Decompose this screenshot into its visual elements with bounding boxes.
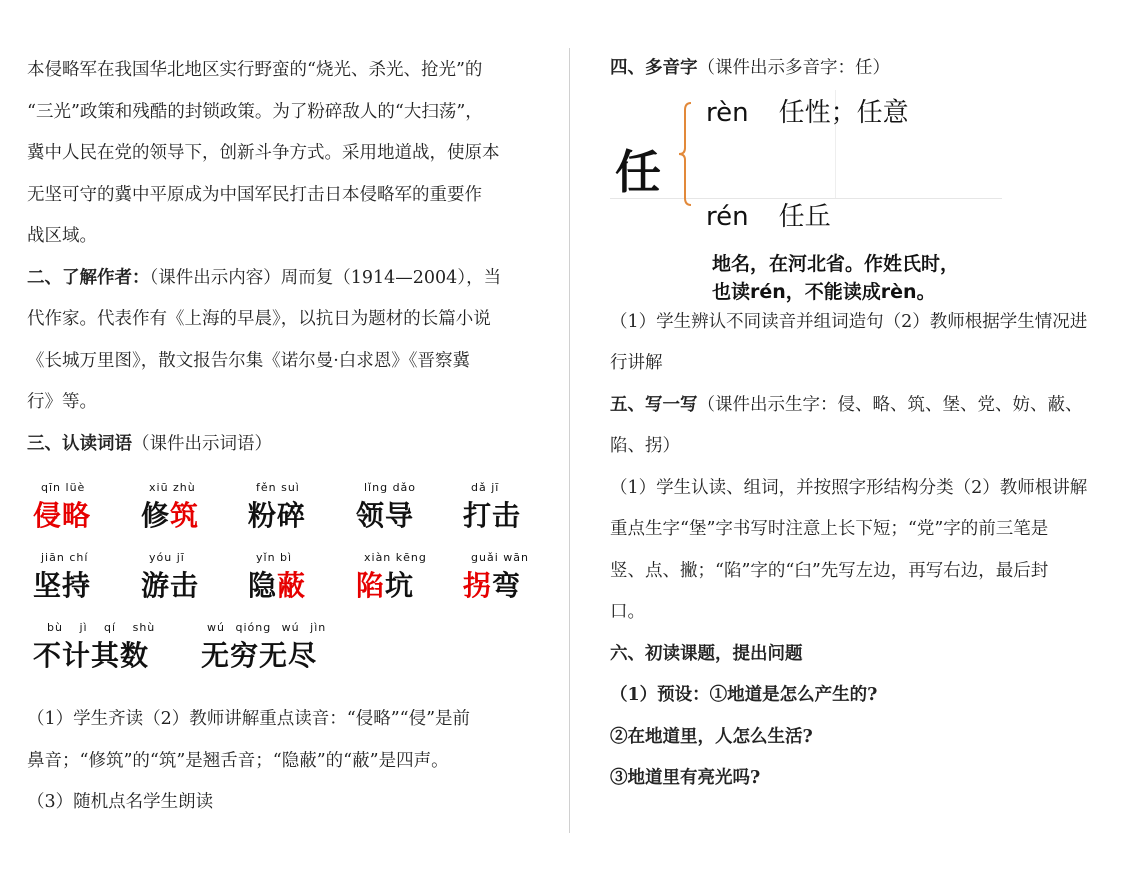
vocab-word — [33, 549, 91, 605]
vocab-word — [201, 619, 326, 675]
highlighted-char: 侵 — [33, 499, 63, 532]
section-heading: 四、多音字 — [610, 58, 698, 78]
body-text-line: 行》等。 — [27, 392, 97, 412]
vocab-char: 击 — [492, 499, 522, 532]
pinyin-label: fěn suì — [256, 481, 300, 494]
vocab-char: 粉 — [248, 499, 278, 532]
polyphone-section — [610, 48, 1115, 90]
pinyin-label: jiān chí — [41, 551, 89, 564]
vocab-char: 游 — [141, 569, 171, 602]
vocab-word — [463, 549, 529, 605]
vocab-word — [248, 479, 306, 535]
section-note: （课件出示多音字：任） — [697, 58, 890, 78]
body-text-line: “三光”政策和残酷的封锁政策。为了粉碎敌人的“大扫荡”， — [27, 101, 483, 122]
vocab-char: 领 — [356, 499, 386, 532]
section-note: （课件出示生字：侵、略、筑、堡、党、妨、蔽、 — [697, 394, 1083, 415]
pinyin-label: xiū zhù — [149, 481, 196, 494]
pinyin-label: lǐng dǎo — [364, 481, 417, 494]
right-column — [610, 48, 1115, 800]
vocab-char: 隐 — [248, 569, 278, 602]
body-text-line: 《长城万里图》，散文报告尔集《诺尔曼·白求恩》《晋察冀 — [27, 350, 471, 371]
body-text-line: 无坚可守的冀中平原成为中国军民打击日本侵略军的重要作 — [27, 184, 482, 205]
pinyin-label: guǎi wān — [471, 551, 529, 564]
body-text-line: （1）学生辨认不同读音并组词造句（2）教师根据学生情况进 — [610, 311, 1088, 332]
body-text-line: 重点生字“堡”字书写时注意上长下短；“党”字的前三笔是 — [610, 519, 1049, 539]
reading-rèn — [706, 92, 909, 129]
pinyin-label: rèn — [706, 97, 749, 128]
author-intro-text: （课件出示内容）周而复（1914—2004），当 — [149, 267, 502, 288]
vocab-section — [27, 424, 530, 466]
section-note: （课件出示词语） — [132, 433, 272, 454]
pinyin-label: rén — [706, 201, 749, 232]
highlighted-char: 筑 — [170, 499, 200, 532]
section-note: 陷、拐） — [610, 436, 680, 456]
pinyin-label: wú qióng wú jìn — [207, 621, 327, 634]
highlighted-char: 拐 — [463, 569, 493, 602]
body-text-line: 鼻音；“修筑”的“筑”是翘舌音；“隐蔽”的“蔽”是四声。 — [27, 750, 449, 771]
vocab-char: 导 — [385, 499, 415, 532]
body-text-line: （1）学生认读、组词，并按照字形结构分类（2）教师根讲解 — [610, 477, 1088, 498]
section-heading: 三、认读词语 — [27, 433, 132, 454]
question-line: ②在地道里，人怎么生活? — [610, 726, 813, 747]
question-line: ③地道里有亮光吗? — [610, 768, 761, 788]
brace-icon — [678, 102, 692, 206]
pinyin-label: yǐn bì — [256, 551, 293, 564]
vocab-chars: 不计其数 — [33, 639, 150, 672]
body-text-line: 冀中人民在党的领导下，创新斗争方式。采用地道战，使原本 — [27, 143, 500, 163]
left-column — [27, 50, 530, 824]
highlighted-char: 陷 — [356, 569, 386, 602]
highlighted-char: 蔽 — [277, 569, 307, 602]
body-text-line: 行讲解 — [610, 353, 663, 373]
pinyin-label: qīn lüè — [41, 481, 86, 494]
vocab-char: 击 — [170, 569, 200, 602]
note-line: 也读rén，不能读成rèn。 — [712, 280, 936, 303]
section-heading: 五、写一写 — [610, 394, 698, 415]
pinyin-label: yóu jī — [149, 551, 185, 564]
vocab-char: 弯 — [492, 569, 522, 602]
example-words: 任丘 — [778, 201, 831, 232]
note-line: 地名，在河北省。作姓氏时， — [712, 252, 960, 275]
polyphone-note — [712, 250, 959, 306]
column-divider — [569, 48, 570, 833]
pinyin-label: dǎ jī — [471, 481, 500, 494]
vocab-word — [141, 549, 199, 605]
pinyin-label: bù jì qí shù — [47, 621, 156, 634]
vocab-word — [33, 479, 91, 535]
polyphone-panel — [610, 90, 1115, 302]
vocab-word — [463, 479, 521, 535]
body-text-line: 本侵略军在我国华北地区实行野蛮的“烧光、杀光、抢光”的 — [27, 60, 483, 80]
vocab-char: 坚 — [33, 569, 63, 602]
example-words: 任性；任意 — [778, 97, 909, 128]
vocab-char: 持 — [62, 569, 92, 602]
vocab-row — [27, 619, 530, 689]
vocab-panel — [27, 479, 530, 687]
body-text-line: 口。 — [610, 602, 645, 622]
section-heading: 二、了解作者： — [27, 267, 150, 288]
body-text-line: 竖、点、撇；“陷”字的“臼”先写左边，再写右边，最后封 — [610, 560, 1049, 581]
pinyin-label: xiàn kēng — [364, 551, 427, 564]
vocab-word — [356, 549, 427, 605]
vocab-char: 碎 — [277, 499, 307, 532]
reading-rén — [706, 196, 831, 233]
vocab-word — [141, 479, 199, 535]
vocab-chars: 无穷无尽 — [201, 639, 318, 672]
vocab-char: 坑 — [385, 569, 415, 602]
body-text-line: 战区域。 — [27, 226, 97, 246]
vocab-word — [356, 479, 416, 535]
body-text-line: （3）随机点名学生朗读 — [27, 792, 214, 812]
vocab-row — [27, 549, 530, 619]
vocab-word — [33, 619, 155, 675]
question-line: （1）预设：①地道是怎么产生的? — [610, 685, 878, 705]
author-section — [27, 258, 530, 300]
highlighted-char: 略 — [62, 499, 92, 532]
body-text-line: （1）学生齐读（2）教师讲解重点读音：“侵略”“侵”是前 — [27, 709, 471, 729]
body-text-line: 代作家。代表作有《上海的早晨》，以抗日为题材的长篇小说 — [27, 309, 491, 329]
vocab-char: 打 — [463, 499, 493, 532]
polyphone-char: 任 — [615, 144, 661, 199]
writing-section — [610, 385, 1115, 427]
vocab-char: 修 — [141, 499, 171, 532]
section-heading: 六、初读课题，提出问题 — [610, 643, 803, 664]
vocab-row — [27, 479, 530, 549]
vocab-word — [248, 549, 306, 605]
